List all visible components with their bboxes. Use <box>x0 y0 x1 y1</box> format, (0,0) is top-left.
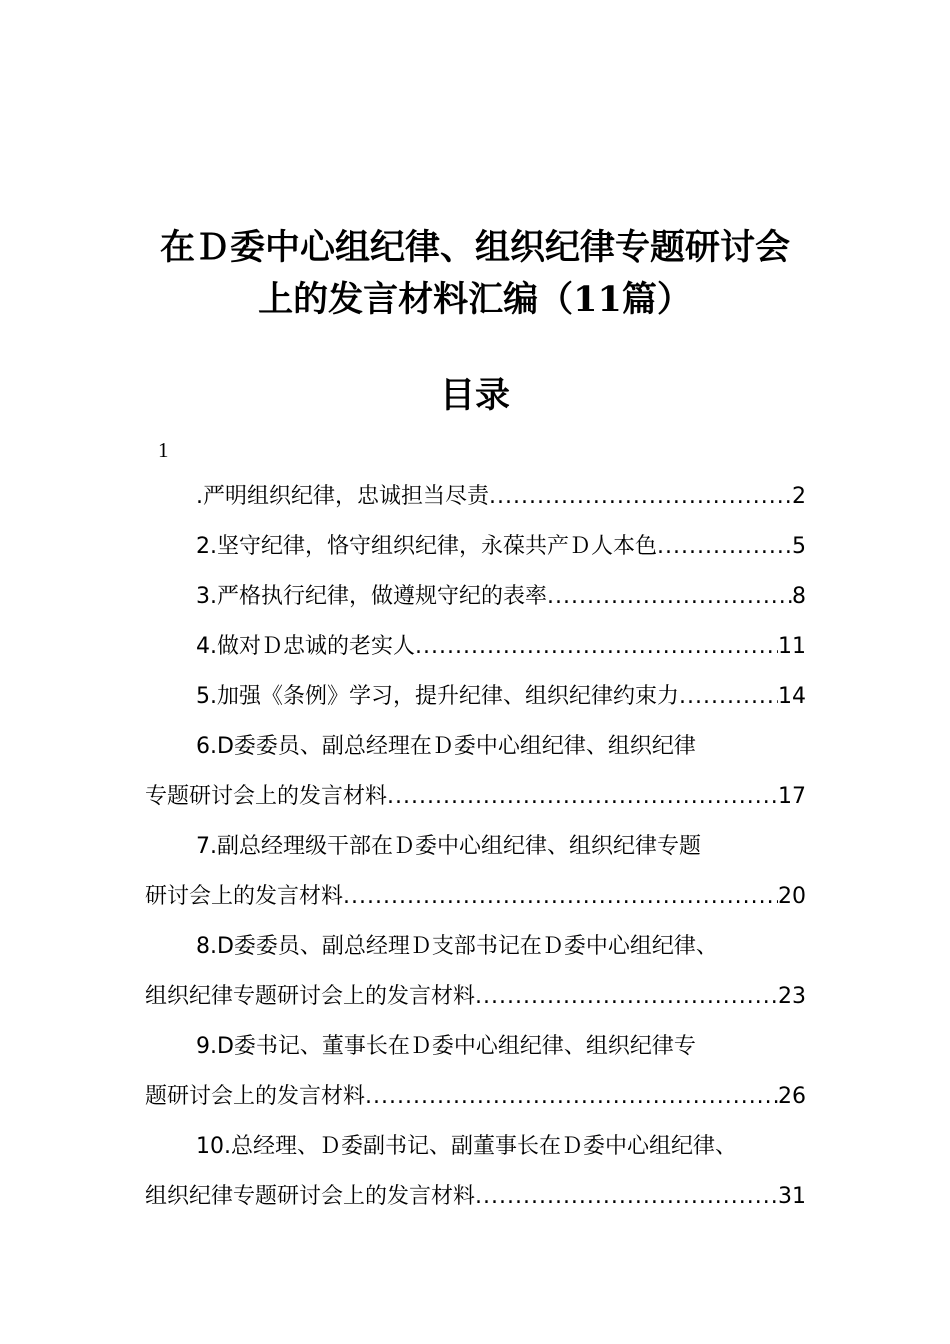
toc-entry-3[interactable] <box>196 582 806 612</box>
toc-entry-6-line-2[interactable] <box>145 782 806 812</box>
toc-entry-6-line-1[interactable]: 6.D委委员、副总经理在Ｄ委中心组纪律、组织纪律 <box>196 734 696 759</box>
toc-leader-dots <box>365 1082 778 1112</box>
toc-entry-title: 3.严格执行纪律，做遵规守纪的表率 <box>196 584 547 609</box>
toc-entry-7-line-2[interactable] <box>145 882 806 912</box>
toc-entry-title: 4.做对Ｄ忠诚的老实人 <box>196 634 415 659</box>
toc-entry-page: 17 <box>778 784 806 809</box>
toc-leader-dots <box>657 532 792 562</box>
toc-leader-dots <box>475 1182 778 1212</box>
toc-entry-page: 31 <box>778 1184 806 1209</box>
toc-entry-title: 2.坚守纪律，恪守组织纪律，永葆共产Ｄ人本色 <box>196 534 657 559</box>
toc-entry-8-line-2[interactable] <box>145 982 806 1012</box>
toc-entry-page: 23 <box>778 984 806 1009</box>
toc-leader-dots <box>387 782 778 812</box>
toc-entry-title: 专题研讨会上的发言材料 <box>145 784 388 809</box>
toc-entry-1[interactable] <box>196 482 806 512</box>
toc-leader-dots <box>475 982 778 1012</box>
toc-entry-page: 2 <box>792 484 806 509</box>
toc-entry-7-line-1[interactable]: 7.副总经理级干部在Ｄ委中心组纪律、组织纪律专题 <box>196 834 701 859</box>
toc-entry-2[interactable] <box>196 532 806 562</box>
toc-entry-page: 26 <box>778 1084 806 1109</box>
page-marker: 1 <box>158 438 169 462</box>
toc-entry-title: 研讨会上的发言材料 <box>145 884 344 909</box>
toc-entry-8-line-1[interactable]: 8.D委委员、副总经理Ｄ支部书记在Ｄ委中心组纪律、 <box>196 934 718 959</box>
document-title-line-2: 上的发言材料汇编（11篇） <box>258 279 692 320</box>
toc-entry-4[interactable] <box>196 632 806 662</box>
toc-leader-dots <box>679 682 778 712</box>
toc-entry-9-line-1[interactable]: 9.D委书记、董事长在Ｄ委中心组纪律、组织纪律专 <box>196 1034 696 1059</box>
toc-entry-9-line-2[interactable] <box>145 1082 806 1112</box>
toc-leader-dots <box>415 632 778 662</box>
toc-entry-5[interactable] <box>196 682 806 712</box>
toc-leader-dots <box>489 482 792 512</box>
toc-entry-title: 组织纪律专题研讨会上的发言材料 <box>145 1184 476 1209</box>
toc-entry-page: 8 <box>792 584 806 609</box>
toc-entry-title: .严明组织纪律，忠诚担当尽责 <box>196 484 489 509</box>
toc-entry-10-line-2[interactable] <box>145 1182 806 1212</box>
toc-entry-title: 5.加强《条例》学习，提升纪律、组织纪律约束力 <box>196 684 679 709</box>
toc-leader-dots <box>547 582 792 612</box>
toc-entry-title: 题研讨会上的发言材料 <box>145 1084 366 1109</box>
toc-entry-10-line-1[interactable]: 10.总经理、Ｄ委副书记、副董事长在Ｄ委中心组纪律、 <box>196 1134 737 1159</box>
toc-entry-page: 11 <box>778 634 806 659</box>
document-title-line-1: 在Ｄ委中心组纪律、组织纪律专题研讨会 <box>159 227 790 268</box>
toc-entry-page: 5 <box>792 534 806 559</box>
toc-heading: 目录 <box>439 375 510 416</box>
toc-entry-page: 20 <box>778 884 806 909</box>
toc-entry-page: 14 <box>778 684 806 709</box>
toc-entry-title: 组织纪律专题研讨会上的发言材料 <box>145 984 476 1009</box>
toc-leader-dots <box>343 882 778 912</box>
